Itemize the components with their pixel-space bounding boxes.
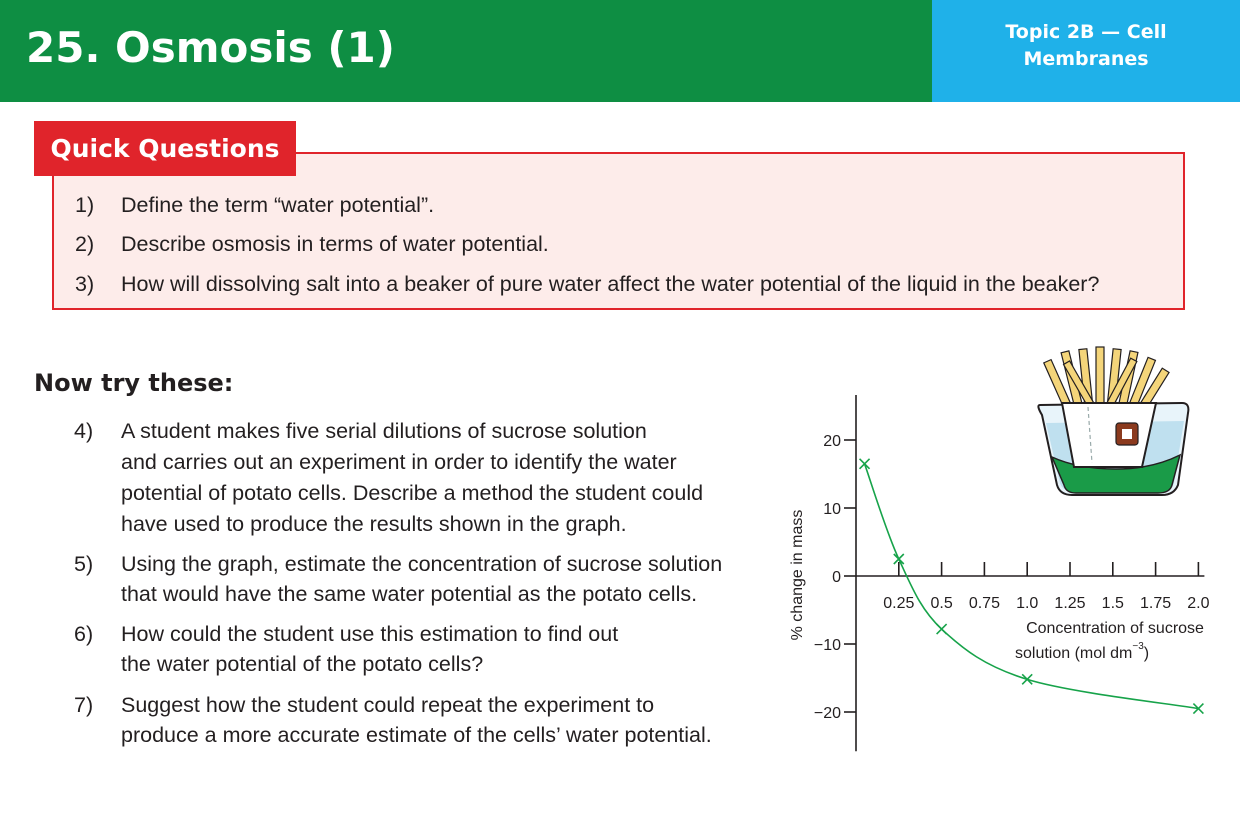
question-text: Define the term “water potential”.	[121, 193, 435, 217]
x-tick-label: 0.5	[930, 595, 953, 612]
y-ticks	[814, 433, 856, 722]
y-tick-label: 0	[832, 569, 841, 586]
x-tick-label: 1.0	[1016, 595, 1039, 612]
data-point-marker	[860, 459, 870, 469]
y-tick-label: 10	[823, 501, 841, 518]
question-line: Suggest how the student could repeat the experiment to	[121, 693, 655, 717]
question-text: How will dissolving salt into a beaker of pure water affect the water potential of the liquid in the beaker?	[121, 272, 1100, 296]
x-tick-label: 1.25	[1054, 595, 1086, 612]
y-tick-label: −20	[813, 705, 841, 722]
question-line: that would have the same water potential as the potato cells.	[121, 582, 698, 606]
x-axis-label-line-1: Concentration of sucrose	[1026, 620, 1204, 637]
question-number: 7)	[74, 693, 94, 717]
quick-questions-tab	[34, 121, 296, 176]
question-number: 2)	[75, 232, 95, 256]
fries-illustration	[1032, 345, 1192, 505]
question-line: A student makes five serial dilutions of sucrose solution	[121, 419, 647, 443]
x-axis-label-unit-sup: −3	[1132, 641, 1144, 652]
question-number: 1)	[75, 193, 95, 217]
data-point-marker	[937, 624, 947, 634]
question-line: have used to produce the results shown in the graph.	[121, 512, 627, 536]
x-ticks	[883, 562, 1209, 612]
question-line: and carries out an experiment in order to identify the water	[121, 450, 677, 474]
topic-line-2: Membranes	[1023, 48, 1149, 70]
question-line: produce a more accurate estimate of the cells’ water potential.	[121, 723, 712, 747]
topic-line-1: Topic 2B — Cell	[1005, 21, 1167, 43]
question-line: potential of potato cells. Describe a method the student could	[121, 481, 704, 505]
x-tick-label: 1.75	[1140, 595, 1172, 612]
question-number: 5)	[74, 552, 94, 576]
question-number: 6)	[74, 622, 94, 646]
question-text: Describe osmosis in terms of water potential.	[121, 232, 549, 256]
x-axis-label-line-2	[1015, 641, 1149, 662]
x-axis-label-text: solution (mol dm	[1015, 645, 1133, 662]
question-line: the water potential of the potato cells?	[121, 652, 484, 676]
x-axis-label-close: )	[1143, 645, 1150, 662]
y-tick-label: −10	[813, 637, 841, 654]
quick-questions-title: Quick Questions	[50, 134, 280, 163]
header-bar	[0, 0, 932, 102]
y-axis-label: % change in mass	[789, 509, 806, 641]
x-tick-label: 0.75	[968, 595, 1000, 612]
x-tick-label: 1.5	[1101, 595, 1124, 612]
data-point-marker	[1022, 674, 1032, 684]
y-tick-label: 20	[823, 433, 841, 450]
now-try-heading: Now try these:	[34, 369, 234, 397]
question-line: How could the student use this estimation to find out	[121, 622, 619, 646]
question-number: 4)	[74, 419, 94, 443]
x-tick-label: 0.25	[883, 595, 915, 612]
x-tick-label: 2.0	[1187, 595, 1210, 612]
question-line: Using the graph, estimate the concentration of sucrose solution	[121, 552, 723, 576]
topic-box	[932, 0, 1240, 102]
topic-label	[932, 19, 1240, 73]
page-title: 25. Osmosis (1)	[26, 23, 395, 72]
question-number: 3)	[75, 272, 95, 296]
fries-in-dish-icon	[1032, 345, 1192, 505]
